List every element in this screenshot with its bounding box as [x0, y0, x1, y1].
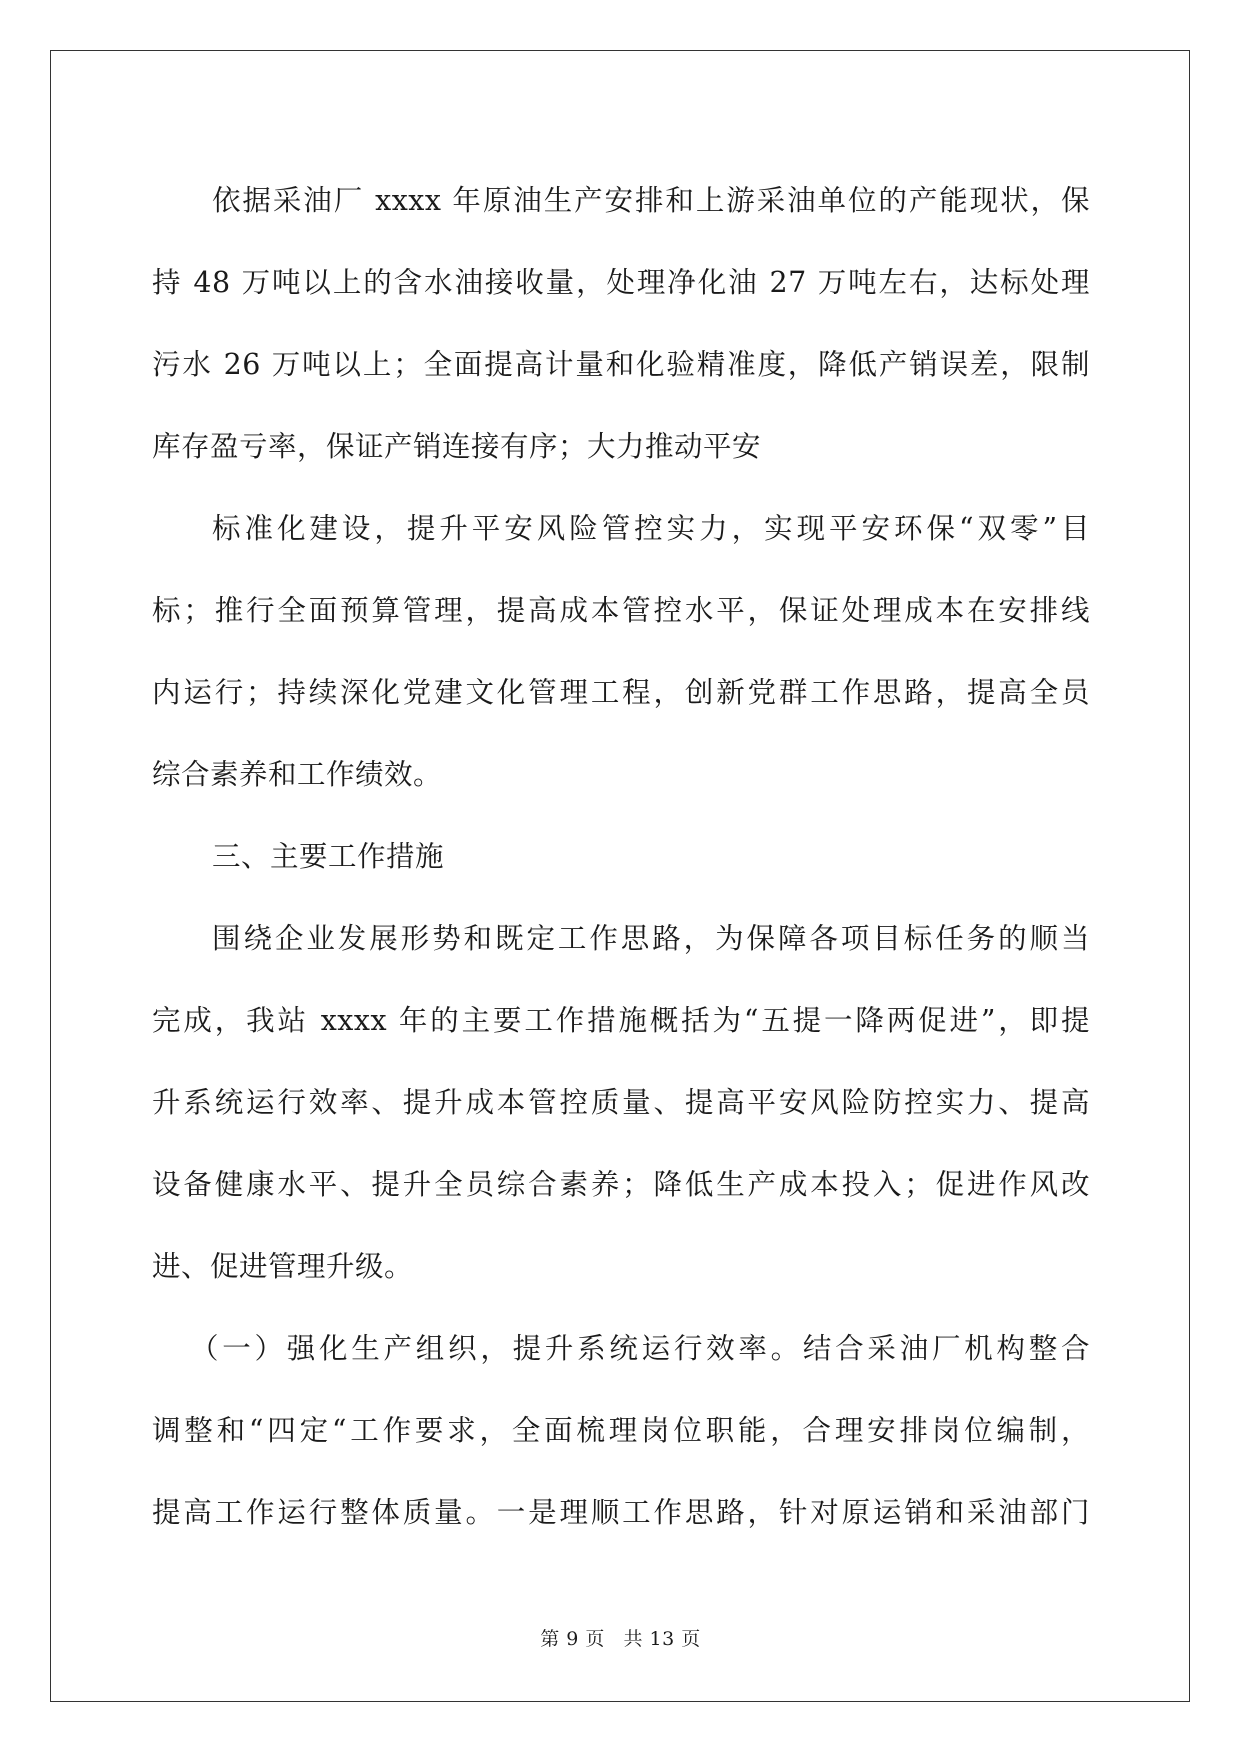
paragraph: [152, 160, 1090, 488]
text-line: 标准化建设，提升平安风险管控实力，实现平安环保“双零”目: [212, 512, 1090, 545]
text-line: 持 48 万吨以上的含水油接收量，处理净化油 27 万吨左右，达标处理: [152, 266, 1090, 299]
text-line: 库存盈亏率，保证产销连接有序；大力推动平安: [152, 430, 762, 463]
page-total: 共 13 页: [623, 1628, 701, 1650]
text-line: （一）强化生产组织，提升系统运行效率。结合采油厂机构整合: [190, 1332, 1090, 1365]
text-line: 升系统运行效率、提升成本管控质量、提高平安风险防控实力、提高: [152, 1086, 1090, 1119]
text-line: 综合素养和工作绩效。: [152, 758, 443, 791]
text-line: 污水 26 万吨以上；全面提高计量和化验精准度，降低产销误差，限制: [152, 348, 1090, 381]
text-line: 标；推行全面预算管理，提高成本管控水平，保证处理成本在安排线: [152, 594, 1090, 627]
paragraph: [152, 488, 1090, 816]
text-line: 围绕企业发展形势和既定工作思路，为保障各项目标任务的顺当: [212, 922, 1090, 955]
text-line: 进、促进管理升级。: [152, 1250, 414, 1283]
text-line: 三、主要工作措施: [212, 840, 445, 873]
text-line: 提高工作运行整体质量。一是理顺工作思路，针对原运销和采油部门: [152, 1496, 1090, 1529]
document-body: [152, 160, 1090, 1554]
text-line: 依据采油厂 xxxx 年原油生产安排和上游采油单位的产能现状，保: [212, 184, 1090, 217]
text-line: 内运行；持续深化党建文化管理工程，创新党群工作思路，提高全员: [152, 676, 1090, 709]
text-line: 设备健康水平、提升全员综合素养；降低生产成本投入；促进作风改: [152, 1168, 1090, 1201]
text-line: 完成，我站 xxxx 年的主要工作措施概括为“五提一降两促进”，即提: [152, 1004, 1090, 1037]
page-number: 第 9 页: [540, 1628, 605, 1650]
section-heading: [152, 816, 1090, 898]
paragraph: [152, 1308, 1090, 1554]
text-line: 调整和“四定“工作要求，全面梳理岗位职能，合理安排岗位编制，: [152, 1414, 1090, 1447]
page-footer: [0, 1624, 1241, 1651]
paragraph: [152, 898, 1090, 1308]
